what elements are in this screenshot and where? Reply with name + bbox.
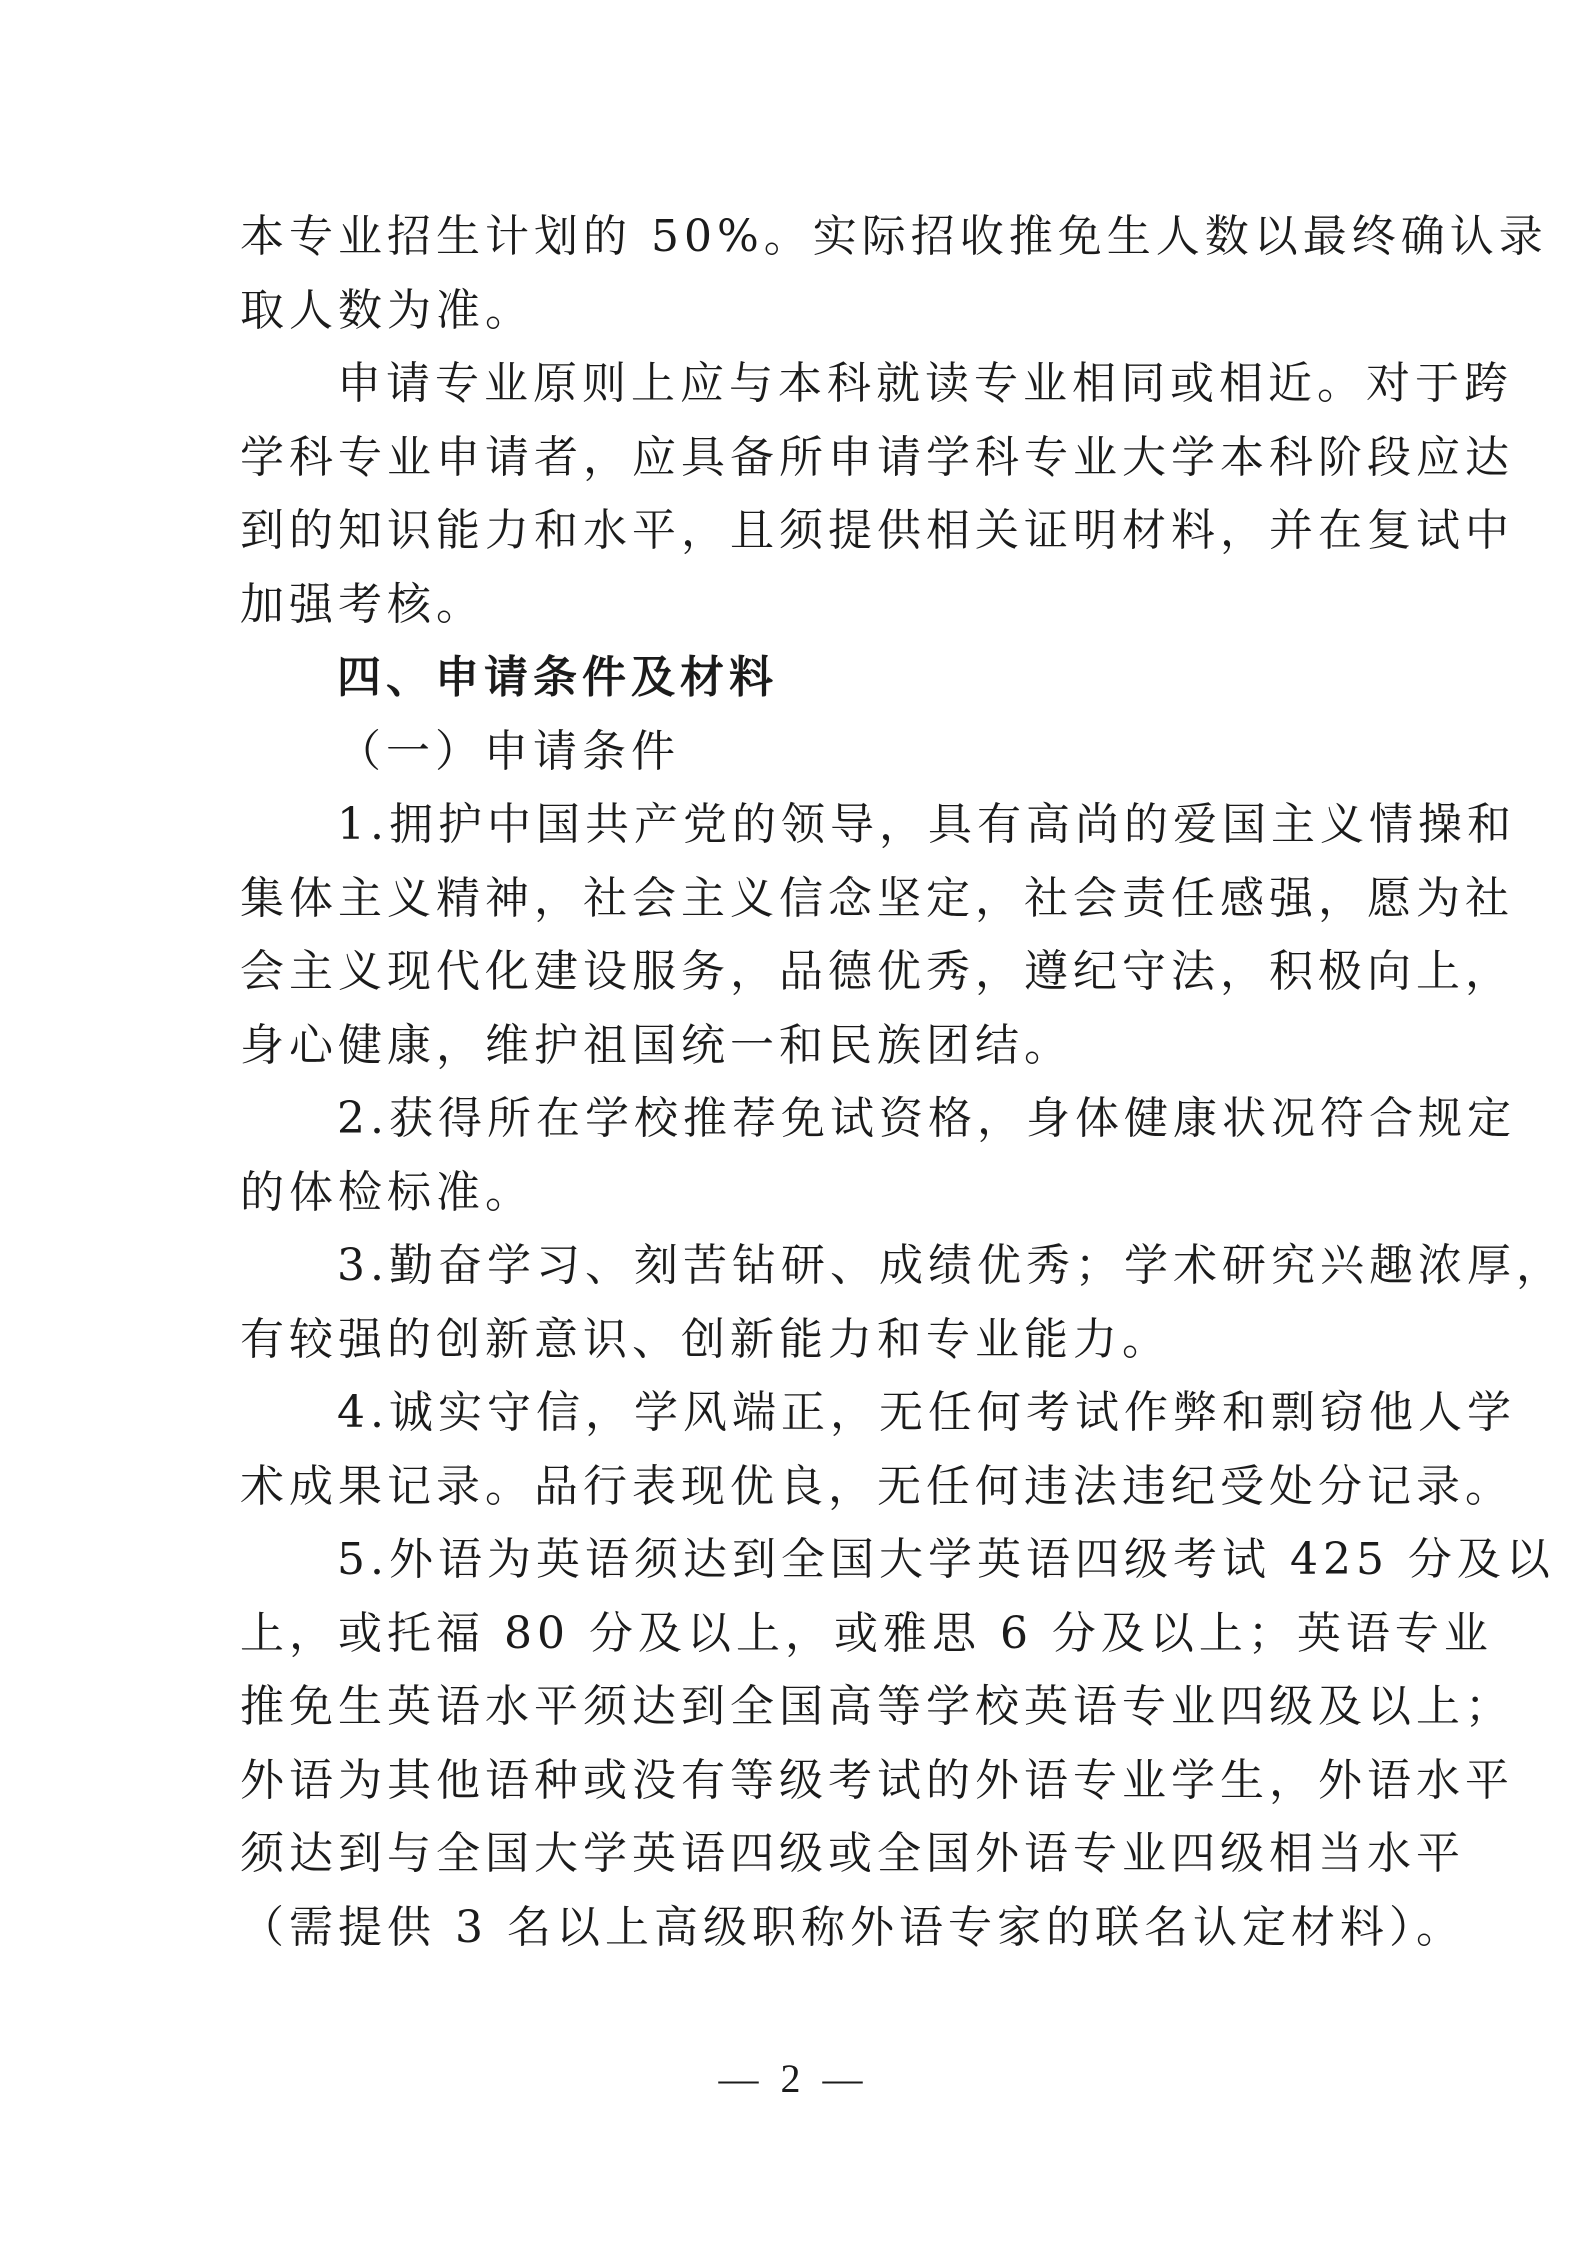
text-line: 术成果记录。品行表现优良，无任何违法违纪受处分记录。 (240, 1460, 1514, 1512)
paragraph-first-line: 4.诚实守信，学风端正，无任何考试作弊和剽窃他人学 (337, 1387, 1516, 1438)
text-line: 外语为其他语种或没有等级考试的外语专业学生，外语水平 (240, 1754, 1514, 1806)
paragraph-first-line: 2.获得所在学校推荐免试资格，身体健康状况符合规定 (337, 1093, 1516, 1144)
text-line: 本专业招生计划的 50%。实际招收推免生人数以最终确认录 (240, 211, 1548, 262)
text-line: 的体检标准。 (240, 1166, 534, 1218)
text-line: 身心健康，维护祖国统一和民族团结。 (240, 1019, 1073, 1071)
text-line: 学科专业申请者，应具备所申请学科专业大学本科阶段应达 (240, 431, 1514, 483)
text-line: 上，或托福 80 分及以上，或雅思 6 分及以上；英语专业 (240, 1607, 1493, 1659)
text-line: 取人数为准。 (240, 284, 534, 336)
text-line: 集体主义精神，社会主义信念坚定，社会责任感强，愿为社 (240, 872, 1514, 924)
paragraph-first-line: 1.拥护中国共产党的领导，具有高尚的爱国主义情操和 (337, 799, 1516, 850)
text-line: 须达到与全国大学英语四级或全国外语专业四级相当水平 (240, 1828, 1465, 1879)
text-line: （需提供 3 名以上高级职称外语专家的联名认定材料）。 (240, 1901, 1465, 1953)
text-line: 有较强的创新意识、创新能力和专业能力。 (240, 1313, 1171, 1365)
text-line: 到的知识能力和水平，且须提供相关证明材料，并在复试中 (240, 505, 1514, 556)
text-line: 加强考核。 (240, 578, 485, 630)
text-line: 会主义现代化建设服务，品德优秀，遵纪守法，积极向上， (240, 946, 1514, 997)
paragraph-first-line: 申请专业原则上应与本科就读专业相同或相近。对于跨 (337, 358, 1513, 409)
page-number: — 2 — (718, 2056, 869, 2101)
subsection-heading: （一）申请条件 (337, 725, 680, 777)
paragraph-first-line: 3.勤奋学习、刻苦钻研、成绩优秀；学术研究兴趣浓厚， (337, 1240, 1565, 1291)
document-body (240, 200, 1565, 1964)
text-line: 推免生英语水平须达到全国高等学校英语专业四级及以上； (240, 1681, 1514, 1732)
paragraph-first-line: 5.外语为英语须达到全国大学英语四级考试 425 分及以 (337, 1534, 1555, 1585)
section-heading: 四、申请条件及材料 (337, 652, 778, 703)
